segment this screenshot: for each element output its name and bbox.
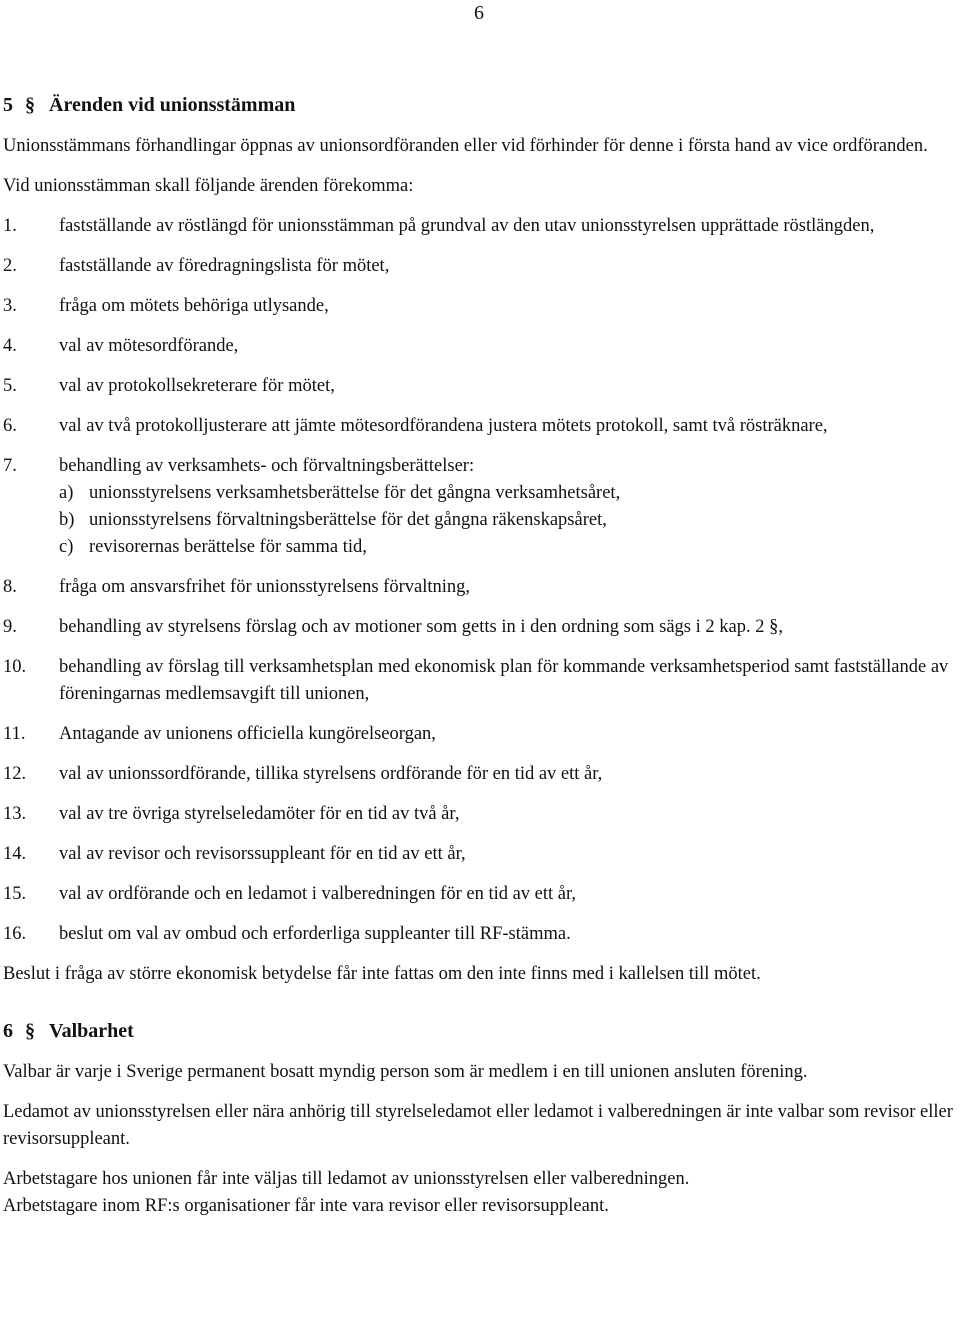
list-item-number: 13. [3, 804, 27, 824]
list-item [3, 373, 958, 400]
list-item [3, 213, 958, 240]
list-item-number: 15. [3, 884, 27, 904]
list-item [3, 801, 958, 828]
list-item-text-block [59, 881, 958, 908]
list-item-text: val av revisor och revisorssuppleant för en tid av ett år, [59, 844, 466, 864]
section-number: 5 [3, 94, 13, 116]
list-item-number: 16. [3, 924, 27, 944]
sub-item-text: revisorernas berättelse för samma tid, [89, 537, 367, 557]
list-item-text: fråga om mötets behöriga utlysande, [59, 296, 329, 316]
list-item [3, 921, 958, 948]
list-item [3, 614, 958, 641]
list-item-text-block [59, 654, 958, 708]
list-item-text-block [59, 841, 958, 868]
list-item [3, 761, 958, 788]
list-item [3, 841, 958, 868]
list-item-text-block [59, 761, 958, 788]
list-item-text: val av mötesordförande, [59, 336, 239, 356]
list-item-text: val av ordförande och en ledamot i valberedningen för en tid av ett år, [59, 884, 577, 904]
list-item-text: Antagande av unionens officiella kungörelseorgan, [59, 724, 436, 744]
section-symbol: § [25, 1020, 35, 1042]
paragraph-eligibility: Valbar är varje i Sverige permanent bosatt myndig person som är medlem i en till unionen ansluten förening. [3, 1062, 808, 1082]
list-item-text: fastställande av röstlängd för unionsstämman på grundval av den utav unionsstyrelsen upprättade röstlängden, [59, 216, 875, 236]
paragraph-intro-list: Vid unionsstämman skall följande ärenden förekomma: [3, 176, 414, 196]
sub-item [59, 534, 958, 561]
list-item-text: val av unionssordförande, tillika styrelsens ordförande för en tid av ett år, [59, 764, 603, 784]
list-item-number: 2. [3, 256, 17, 276]
list-item-text-block [59, 453, 958, 561]
list-item-number: 9. [3, 617, 17, 637]
list-item-number: 1. [3, 216, 17, 236]
paragraph-auditor-rule: Ledamot av unionsstyrelsen eller nära anhörig till styrelseledamot eller ledamot i valberedningen är inte valbar som revisor eller revisorsuppleant. [3, 1102, 953, 1149]
list-item [3, 333, 958, 360]
sub-item-text: unionsstyrelsens förvaltningsberättelse för det gångna räkenskapsåret, [89, 510, 607, 530]
list-item-number: 3. [3, 296, 17, 316]
list-item-text-block [59, 721, 958, 748]
list-item [3, 881, 958, 908]
employee-rule-line-1: Arbetstagare hos unionen får inte väljas till ledamot av unionsstyrelsen eller valberedningen. [3, 1169, 690, 1189]
sub-item [59, 480, 958, 507]
list-item-number: 10. [3, 657, 27, 677]
agenda-list [3, 213, 958, 948]
sub-item-text: unionsstyrelsens verksamhetsberättelse för det gångna verksamhetsåret, [89, 483, 621, 503]
list-item-number: 6. [3, 416, 17, 436]
sub-item-label: b) [59, 510, 75, 530]
list-item-text-block [59, 213, 958, 240]
list-item-text: behandling av förslag till verksamhetsplan med ekonomisk plan för kommande verksamhetsperiod samt fastställande av föreningarnas medlemsavgift till unionen, [59, 657, 949, 704]
list-item-text-block [59, 373, 958, 400]
sub-item-label: c) [59, 537, 74, 557]
list-item-text-block [59, 921, 958, 948]
list-item-text-block [59, 293, 958, 320]
list-item-text: behandling av verksamhets- och förvaltningsberättelser: [59, 456, 475, 476]
list-item-text-block [59, 333, 958, 360]
list-item-text-block [59, 413, 958, 440]
list-item-text-block [59, 801, 958, 828]
list-item [3, 654, 958, 708]
list-item-text: val av protokollsekreterare för mötet, [59, 376, 335, 396]
list-item-number: 14. [3, 844, 27, 864]
list-item-text: fråga om ansvarsfrihet för unionsstyrelsens förvaltning, [59, 577, 471, 597]
list-item-text: val av två protokolljusterare att jämte mötesordförandena justera mötets protokoll, samt två rösträknare, [59, 416, 828, 436]
list-item-number: 4. [3, 336, 17, 356]
list-item [3, 413, 958, 440]
employee-rule-line-2: Arbetstagare inom RF:s organisationer får inte vara revisor eller revisorsuppleant. [3, 1196, 609, 1216]
paragraph-closing: Beslut i fråga av större ekonomisk betydelse får inte fattas om den inte finns med i kallelsen till mötet. [3, 964, 761, 984]
paragraph-intro: Unionsstämmans förhandlingar öppnas av unionsordföranden eller vid förhinder för denne i första hand av vice ordföranden. [3, 136, 928, 156]
section-heading-5 [3, 90, 958, 120]
page-number: 6 [474, 2, 484, 24]
list-item-text: val av tre övriga styrelseledamöter för en tid av två år, [59, 804, 460, 824]
paragraph-employee-rule [3, 1166, 958, 1220]
section-title: Ärenden vid unionsstämman [49, 94, 296, 116]
list-item-number: 7. [3, 456, 17, 476]
list-item-number: 8. [3, 577, 17, 597]
list-item [3, 253, 958, 280]
section-number: 6 [3, 1020, 13, 1042]
list-item-text-block [59, 614, 958, 641]
list-item-text-block [59, 253, 958, 280]
section-symbol: § [25, 94, 35, 116]
list-item-text: beslut om val av ombud och erforderliga suppleanter till RF-stämma. [59, 924, 571, 944]
list-item-number: 5. [3, 376, 17, 396]
sub-item-label: a) [59, 483, 74, 503]
list-item [3, 293, 958, 320]
list-item-text: fastställande av föredragningslista för mötet, [59, 256, 390, 276]
list-item [3, 574, 958, 601]
list-item-text-block [59, 574, 958, 601]
section-heading-6 [3, 1016, 958, 1046]
section-title: Valbarhet [49, 1020, 134, 1042]
list-item-number: 12. [3, 764, 27, 784]
document-body [3, 90, 958, 1220]
list-item [3, 453, 958, 561]
list-item [3, 721, 958, 748]
list-item-number: 11. [3, 724, 26, 744]
sub-item [59, 507, 958, 534]
list-item-text: behandling av styrelsens förslag och av motioner som getts in i den ordning som sägs i 2 kap. 2 §, [59, 617, 783, 637]
